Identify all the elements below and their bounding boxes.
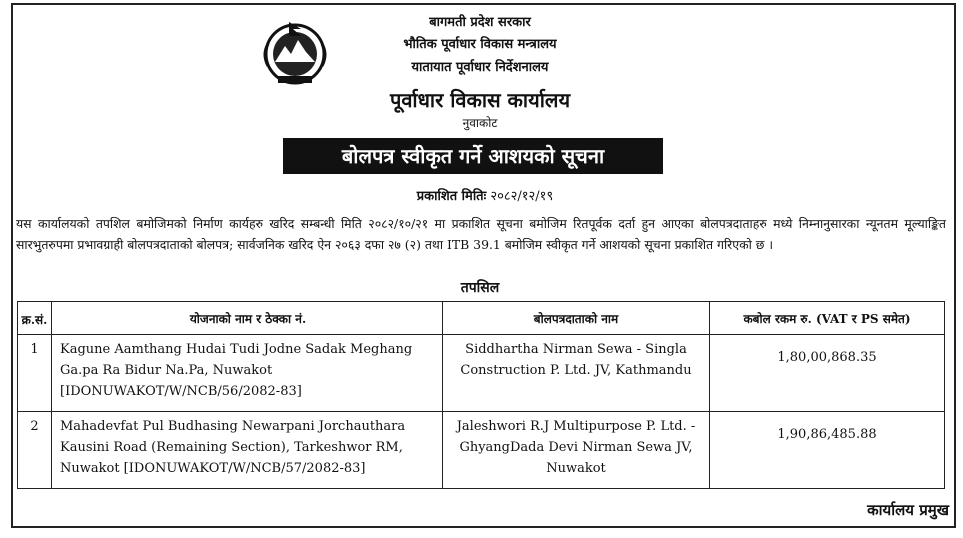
- bid-table: [17, 301, 945, 489]
- published-label: प्रकाशित मितिः: [416, 189, 487, 204]
- table-caption: तपसिल: [460, 280, 500, 296]
- office-name: पूर्वाधार विकास कार्यालय: [389, 88, 571, 112]
- row-project: Kagune Aamthang Hudai Tudi Jodne Sadak Meghang Ga.pa Ra Bidur Na.Pa, Nuwakot [IDONUWAKOT/W/NCB/56/2082-83]: [52, 335, 443, 412]
- header-ministry: भौतिक पूर्वाधार विकास मन्त्रालय: [403, 37, 557, 52]
- header-project: योजनाको नाम र ठेक्का नं.: [52, 302, 443, 335]
- published-date: २०८२/१२/१९: [490, 189, 554, 204]
- row-bidder: Siddhartha Nirman Sewa - Singla Construction P. Ltd. JV, Kathmandu: [443, 335, 710, 412]
- table-row: [18, 412, 945, 489]
- office-location: नुवाकोट: [462, 116, 498, 130]
- header-bidder: बोलपत्रदाताको नाम: [443, 302, 710, 335]
- notice-body: यस कार्यालयको तपशिल बमोजिमको निर्माण कार्यहरु खरिद सम्बन्धी मिति २०८२/१०/२१ मा प्रकाशित सूचना बमोजिम रितपूर्वक दर्ता हुन आएका बोलपत्रदाताहरु मध्ये निम्नानुसारका न्यूनतम मूल्याङ्कित सारभुतरुपमा प्रभावग्राही बोलपत्रदाताको बोलपत्र; सार्वजनिक खरिद ऐन २०६३ दफा २७ (२) तथा ITB 39.1 बमोजिम स्वीकृत गर्ने आशयको सूचना प्रकाशित गरिएको छ ।: [16, 216, 947, 252]
- header-province: बागमती प्रदेश सरकार: [429, 15, 531, 30]
- row-bidder: Jaleshwori R.J Multipurpose P. Ltd. - GhyangDada Devi Nirman Sewa JV, Nuwakot: [443, 412, 710, 489]
- published-date-line: [250, 186, 720, 204]
- table-header-row: [18, 302, 945, 335]
- row-sn: 2: [18, 412, 52, 489]
- row-sn: 1: [18, 335, 52, 412]
- row-project: Mahadevfat Pul Budhasing Newarpani Jorchauthara Kausini Road (Remaining Section), Tarkeshwor RM, Nuwakot [IDONUWAKOT/W/NCB/57/2082-83]: [52, 412, 443, 489]
- header-amount: कबोल रकम रु. (VAT र PS समेत): [710, 302, 945, 335]
- header-directorate: यातायात पूर्वाधार निर्देशनालय: [411, 60, 549, 75]
- table-row: [18, 335, 945, 412]
- row-amount: 1,80,00,868.35: [710, 335, 945, 412]
- row-amount: 1,90,86,485.88: [710, 412, 945, 489]
- header-sn: क्र.सं.: [18, 302, 52, 335]
- signature: कार्यालय प्रमुख: [867, 501, 949, 519]
- notice-title: बोलपत्र स्वीकृत गर्ने आशयको सूचना: [283, 138, 663, 174]
